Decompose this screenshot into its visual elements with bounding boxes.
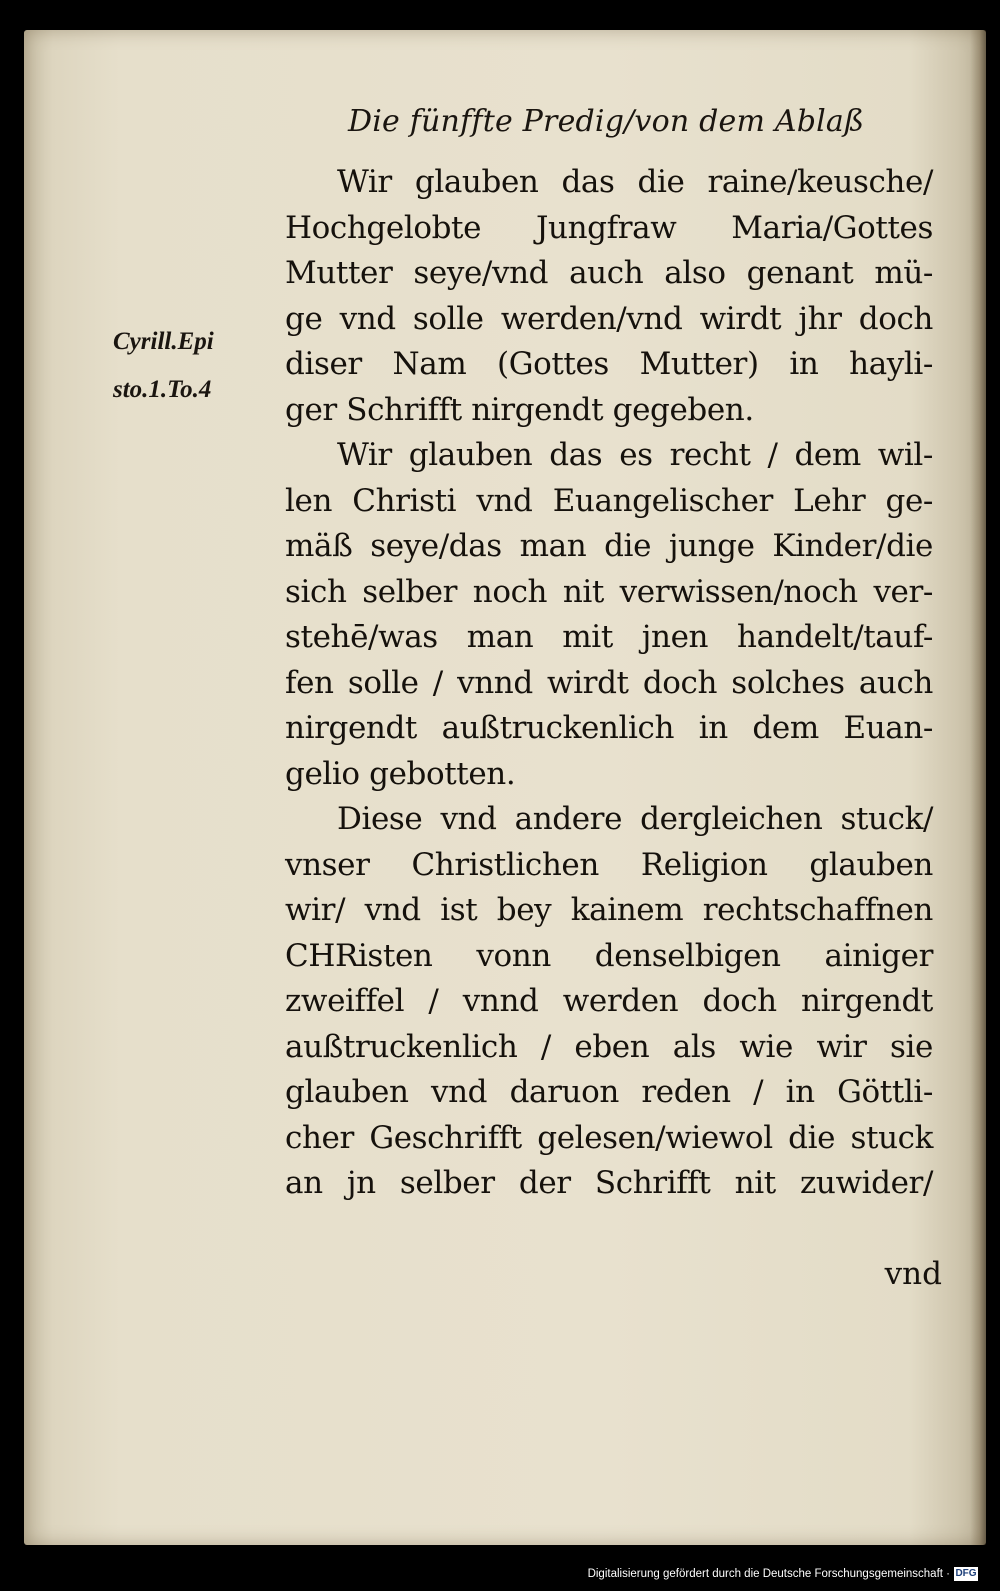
running-head: Die fünffte Predig/von dem Ablaß [348,104,865,139]
margin-note-line: Cyrill.Epi [113,328,214,355]
paragraph-3 [285,797,933,1207]
text-line: zweiffel / vnnd werden doch nirgendt [285,983,933,1019]
digitization-credit: Digitalisierung gefördert durch die Deutsche Forschungsgemeinschaft · [587,1568,950,1580]
dfg-logo: DFG [955,1568,977,1579]
text-line: glauben vnd daruon reden / in Göttli- [285,1074,933,1110]
text-line: außtruckenlich / eben als wie wir sie [285,1028,933,1065]
text-line: diser Nam (Gottes Mutter) in hayli- [285,346,933,382]
text-line: CHRisten vonn denselbigen ainiger [285,937,933,974]
text-line: ge vnd solle werden/vnd wirdt jhr doch [285,300,933,337]
text-line: Wir glauben das die raine/keusche/ [337,164,933,200]
text-line: Mutter seye/vnd auch also genant mü- [285,255,933,291]
paragraph-2 [285,433,933,797]
text-line: mäß seye/das man die junge Kinder/die [285,528,933,564]
text-line: len Christi vnd Euangelischer Lehr ge- [285,482,933,519]
margin-note-line: sto.1.To.4 [113,376,212,403]
paragraph-1 [285,160,933,433]
text-line: Wir glauben das es recht / dem wil- [337,437,933,473]
text-line: fen solle / vnnd wirdt doch solches auch [285,664,933,701]
page-edge-shadow [970,30,986,1545]
text-line: Hochgelobte Jungfraw Maria/Gottes [285,209,933,246]
text-line: gelio gebotten. [285,755,516,792]
text-line: nirgendt außtruckenlich in dem Euan- [285,710,933,746]
text-line: cher Geschrifft gelesen/wiewol die stuck [285,1119,933,1156]
text-line: stehē/was man mit jnen handelt/tauf- [285,619,933,655]
text-line: wir/ vnd ist bey kainem rechtschaffnen [285,892,933,928]
catchword: vnd [884,1256,942,1292]
text-line: an jn selber der Schrifft nit zuwider/ [285,1165,933,1201]
margin-note [113,318,273,414]
text-line: sich selber noch nit verwissen/noch ver- [285,573,933,610]
body-text [285,160,933,1207]
text-line: vnser Christlichen Religion glauben [285,846,933,883]
text-line: Diese vnd andere dergleichen stuck/ [337,801,933,837]
text-line: ger Schrifft nirgendt gegeben. [285,391,754,428]
